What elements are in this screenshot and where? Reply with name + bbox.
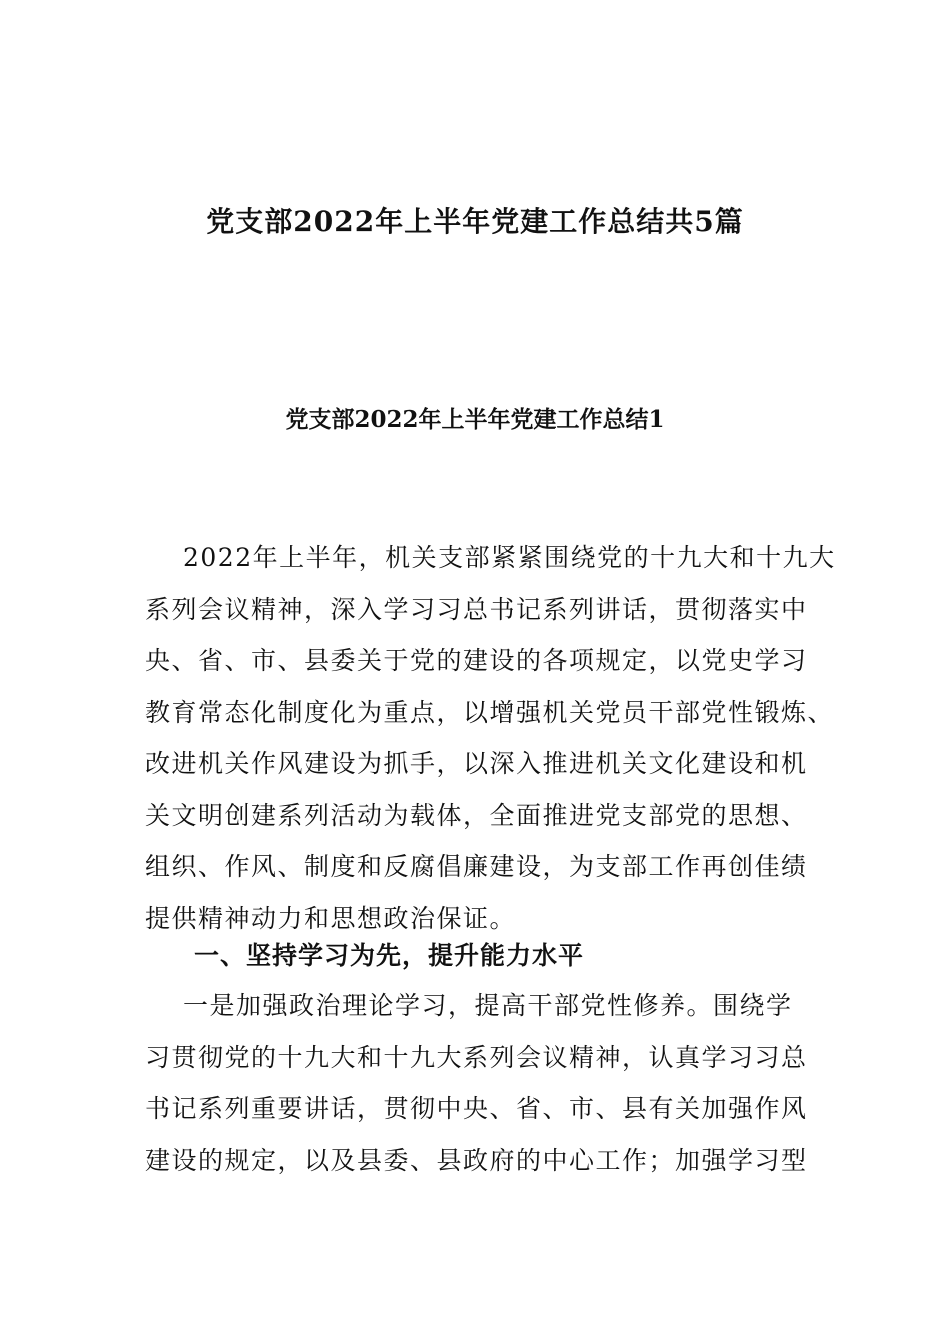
paragraph-line: 2022年上半年，机关支部紧紧围绕党的十九大和十九大: [183, 543, 836, 572]
paragraph-line: 一是加强政治理论学习，提高干部党性修养。围绕学: [183, 991, 793, 1020]
paragraph-line: 改进机关作风建设为抓手，以深入推进机关文化建设和机: [145, 749, 808, 778]
section-title: 党支部2022年上半年党建工作总结1: [285, 406, 665, 433]
paragraph-line: 提供精神动力和思想政治保证。: [145, 903, 517, 933]
paragraph-line: 央、省、市、县委关于党的建设的各项规定，以党史学习: [145, 646, 808, 675]
paragraph-line: 建设的规定，以及县委、县政府的中心工作；加强学习型: [145, 1145, 808, 1175]
subheading-1: 一、坚持学习为先，提升能力水平: [194, 941, 585, 970]
paragraph-line: 关文明创建系列活动为载体，全面推进党支部党的思想、: [145, 800, 808, 830]
paragraph-line: 书记系列重要讲话，贯彻中央、省、市、县有关加强作风: [145, 1094, 808, 1123]
document-title: 党支部2022年上半年党建工作总结共5篇: [206, 205, 744, 238]
paragraph-2: [145, 980, 808, 1186]
paragraph-line: 系列会议精神，深入学习习总书记系列讲话，贯彻落实中: [145, 594, 808, 624]
paragraph-line: 组织、作风、制度和反腐倡廉建设，为支部工作再创佳绩: [145, 852, 808, 881]
paragraph-line: 习贯彻党的十九大和十九大系列会议精神，认真学习习总: [145, 1042, 808, 1072]
paragraph-line: 教育常态化制度化为重点，以增强机关党员干部党性锻炼、: [145, 697, 835, 727]
paragraph-1: [145, 532, 836, 944]
